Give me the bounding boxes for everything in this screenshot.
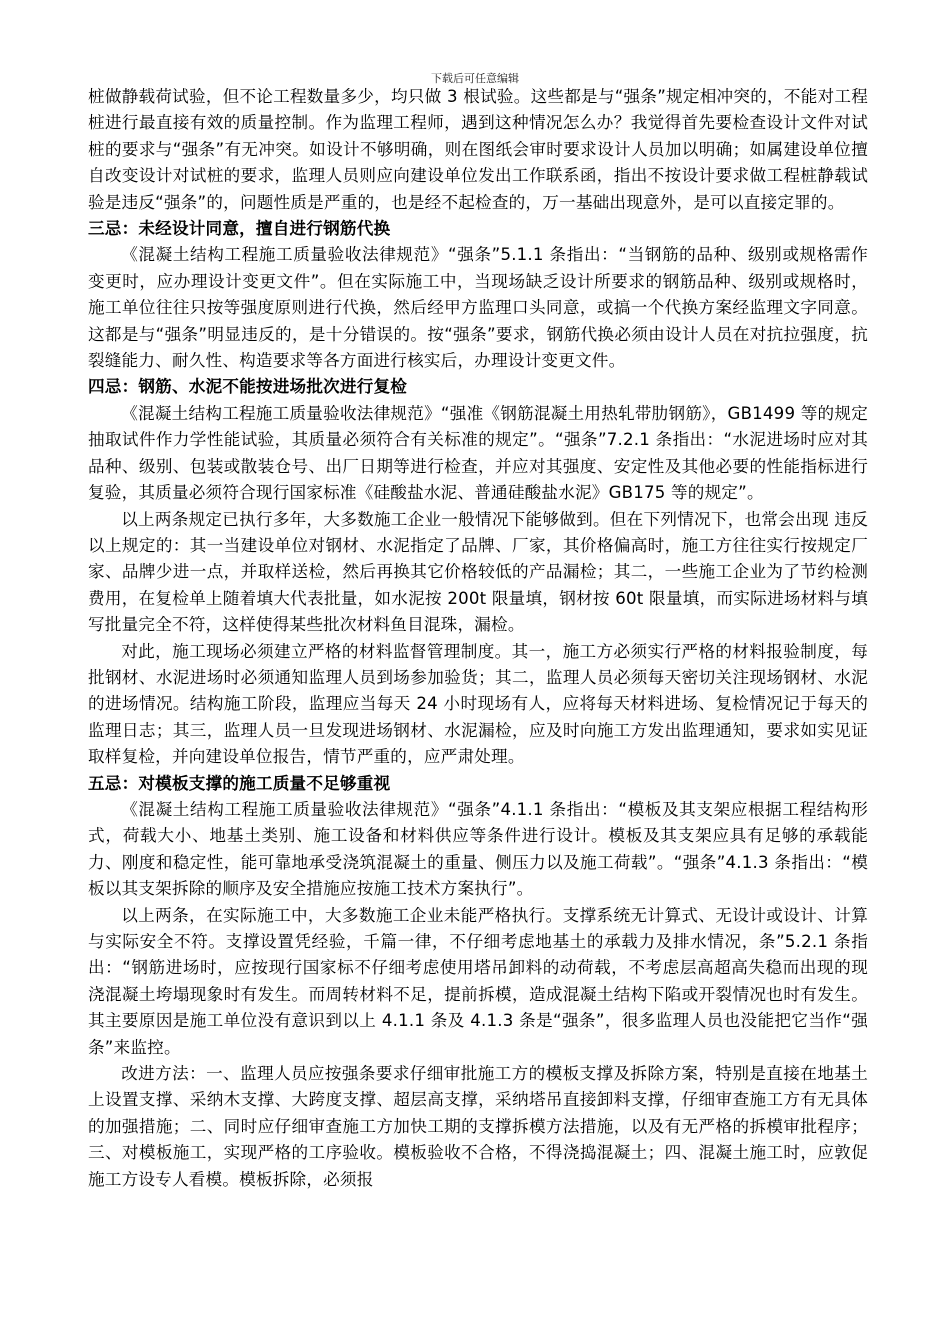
page-header-note: 下载后可任意编辑 xyxy=(431,72,519,85)
paragraph-rebar-cement-standard: 《混凝土结构工程施工质量验收法律规范》“强准《钢筋混凝土用热轧带肋钢筋》，GB1499 等的规定抽取试件作力学性能试验，其质量必须符合有关标准的规定”。“强条”7.2.1 条指出：“水泥进场时应对其品种、级别、包装或散装仓号、出厂日期等进行检查，并应对其强度、安定性及其他必要的性能指标进行复验，其质量必须符合现行国家标准《硅酸盐水泥、普通硅酸盐水泥》GB175 等的规定”。 xyxy=(88,403,868,503)
document-body xyxy=(88,84,868,1193)
paragraph-formwork-standard: 《混凝土结构工程施工质量验收法律规范》“强条”4.1.1 条指出：“模板及其支架应根据工程结构形式，荷载大小、地基土类别、施工设备和材料供应等条件进行设计。模板及其支架应具有足够的承载能力、刚度和稳定性，能可靠地承受浇筑混凝土的重量、侧压力以及施工荷载”。“强条”4.1.3 条指出：“模板以其支架拆除的顺序及安全措施应按施工技术方案执行”。 xyxy=(88,799,868,899)
heading-third-taboo: 三忌：未经设计同意，擅自进行钢筋代换 xyxy=(88,219,391,239)
paragraph-rebar-substitution: 《混凝土结构工程施工质量验收法律规范》“强条”5.1.1 条指出：“当钢筋的品种、级别或规格需作变更时，应办理设计变更文件”。但在实际施工中，当现场缺乏设计所要求的钢筋品种、级别或规格时，施工单位往往只按等强度原则进行代换，然后经甲方监理口头同意，或搞一个代换方案经监理文字同意。这都是与“强条”明显违反的，是十分错误的。按“强条”要求，钢筋代换必须由设计人员在对抗拉强度，抗裂缝能力、耐久性、构造要求等各方面进行核实后，办理设计变更文件。 xyxy=(88,245,868,371)
paragraph-formwork-issues: 以上两条，在实际施工中，大多数施工企业未能严格执行。支撑系统无计算式、无设计或设计、计算与实际安全不符。支撑设置凭经验，千篇一律，不仔细考虑地基土的承载力及排水情况，条”5.2.1 条指出：“钢筋进场时，应按现行国家标不仔细考虑使用塔吊卸料的动荷载，不考虑层高超高失稳而出现的现浇混凝土垮塌现象时有发生。而周转材料不足，提前拆模，造成混凝土结构下陷或开裂情况也时有发生。其主要原因是施工单位没有意识到以上 4.1.1 条及 4.1.3 条是“强条”，很多监理人员也没能把它当作“强条”来监控。 xyxy=(88,905,868,1057)
paragraph-violation-cases: 以上两条规定已执行多年，大多数施工企业一般情况下能够做到。但在下列情况下，也常会出现 违反以上规定的：其一当建设单位对钢材、水泥指定了品牌、厂家，其价格偏高时，施工方往往实行按规定厂家、品牌少进一点，并取样送检，然后再换其它价格较低的产品漏检；其二，一些施工企业为了节约检测费用，在复检单上随着填大代表批量，如水泥按 200t 限量填，钢材按 60t 限量填，而实际进场材料与填写批量完全不符，这样使得某些批次材料鱼目混珠，漏检。 xyxy=(88,509,868,635)
paragraph-improvement-methods: 改进方法：一、监理人员应按强条要求仔细审批施工方的模板支撑及拆除方案，特别是直接在地基土上设置支撑、采纳木支撑、大跨度支撑、超层高支撑，采纳塔吊直接卸料支撑，仔细审查施工方有无具体的加强措施；二、同时应仔细审查施工方加快工期的支撑拆模方法措施，以及有无严格的拆模审批程序；三、对模板施工，实现严格的工序验收。模板验收不合格，不得浇捣混凝土；四、混凝土施工时，应敦促施工方设专人看模。模板拆除，必须报 xyxy=(88,1064,868,1189)
paragraph-pile-test: 桩做静载荷试验，但不论工程数量多少，均只做 3 根试验。这些都是与“强条”规定相冲突的，不能对工程桩进行最直接有效的质量控制。作为监理工程师，遇到这种情况怎么办？我觉得首先要检查设计文件对试桩的要求与“强条”有无冲突。如设计不够明确，则在图纸会审时要求设计人员加以明确；如属建设单位擅自改变设计对试桩的要求，监理人员则应向建设单位发出工作联系函，指出不按设计要求做工程桩静载试验是违反“强条”的，问题性质是严重的，也是经不起检查的，万一基础出现意外，是可以直接定罪的。 xyxy=(88,87,868,212)
heading-fifth-taboo: 五忌：对模板支撑的施工质量不足够重视 xyxy=(88,773,391,793)
heading-fourth-taboo: 四忌：钢筋、水泥不能按进场批次进行复检 xyxy=(88,377,408,397)
paragraph-material-management: 对此，施工现场必须建立严格的材料监督管理制度。其一，施工方必须实行严格的材料报验制度，每批钢材、水泥进场时必须通知监理人员到场参加验货；其二，监理人员必须每天密切关注现场钢材、水泥的进场情况。结构施工阶段，监理应当每天 24 小时现场有人，应将每天材料进场、复检情况记于每天的监理日志；其三，监理人员一旦发现进场钢材、水泥漏检，应及时向施工方发出监理通知，要求如实见证取样复检，并向建设单位报告，情节严重的，应严肃处理。 xyxy=(88,641,868,767)
